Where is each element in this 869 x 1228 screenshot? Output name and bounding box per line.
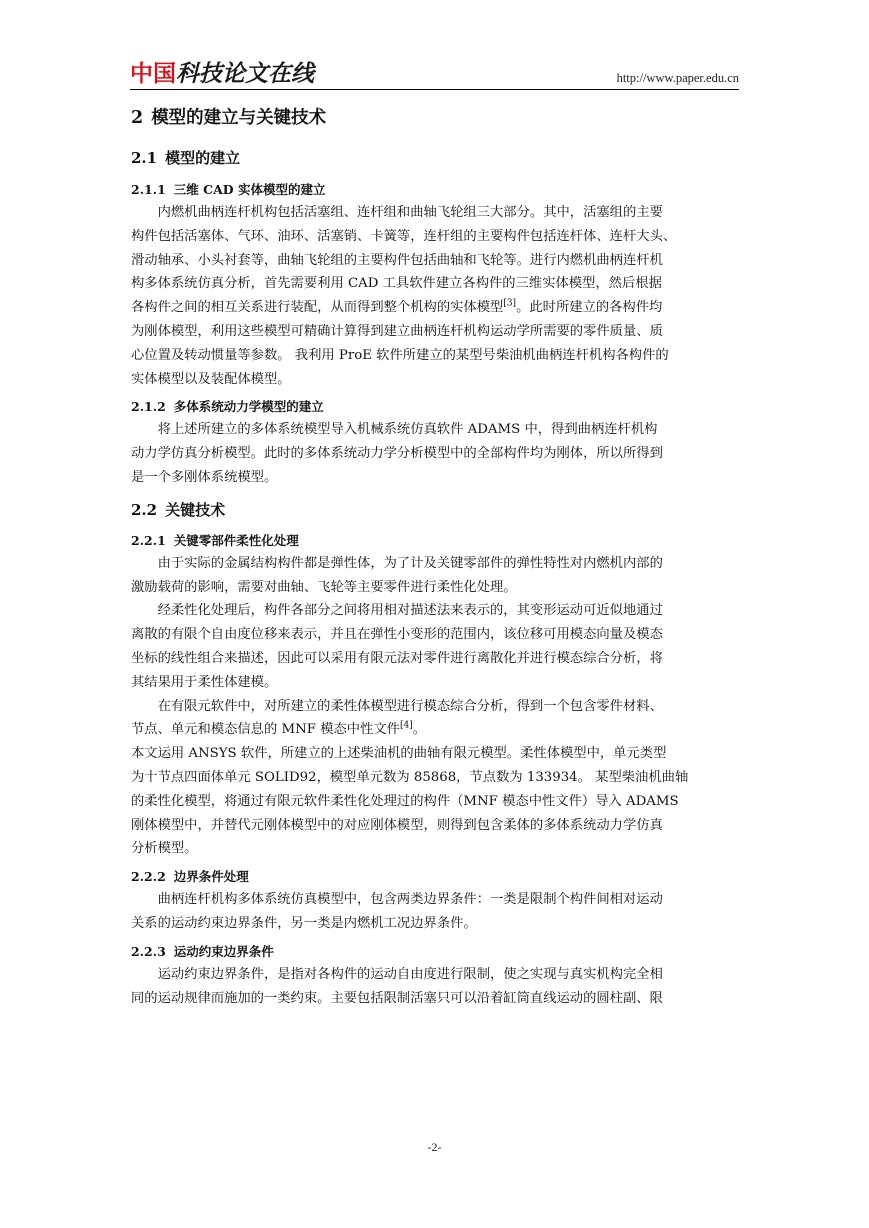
- subsection-number: 2.1: [131, 149, 158, 167]
- paragraph: [131, 695, 740, 743]
- subsubsection-heading: [131, 396, 740, 418]
- paragraph: 曲柄连杆机构多体系统仿真模型中，包含两类边界条件：一类是限制个构件间相对运动 关系的运动约束边界条件，另一类是内燃机工况边界条件。: [131, 892, 663, 931]
- subsection-number: 2.2: [131, 500, 158, 519]
- page-header: [130, 60, 739, 90]
- subsubsection-title: 边界条件处理: [173, 869, 249, 885]
- citation-ref: [4]: [399, 720, 413, 731]
- section-title: 模型的建立与关键技术: [151, 108, 327, 128]
- section-number: 2: [131, 108, 144, 128]
- paragraph: 运动约束边界条件，是指对各构件的运动自由度进行限制，使之实现与真实机构完全相 同的运动规律而施加的一类约束。主要包括限制活塞只可以沿着缸筒直线运动的圆柱副、限: [131, 966, 663, 1006]
- subsubsection-title: 多体系统动力学模型的建立: [173, 399, 324, 415]
- header-url[interactable]: http://www.paper.edu.cn: [616, 71, 739, 85]
- body-content: [131, 103, 740, 1010]
- subsection-heading: [131, 146, 740, 170]
- subsubsection-title: 运动约束边界条件: [173, 943, 274, 959]
- header-rule: [130, 89, 739, 90]
- subsection-title: 关键技术: [165, 500, 226, 519]
- paragraph: 经柔性化处理后，构件各部分之间将用相对描述法来表示的，其变形运动可近似地通过 离散的有限个自由度位移来表示，并且在弹性小变形的范围内，该位移可用模态向量及模态 坐标的线性组合来描述，因此可以采用有限元法对零件进行离散化并进行模态综合分析，将 其结果用于柔性体建模。: [131, 603, 663, 690]
- subsubsection-heading: [131, 179, 740, 201]
- section-heading: [131, 103, 740, 133]
- subsubsection-heading: [131, 866, 740, 888]
- paragraph-text: 内燃机曲柄连杆机构包括活塞组、连杆组和曲轴飞轮组三大部分。其中，活塞组的主要 构件包括活塞体、气环、油环、活塞销、卡簧等，连杆组的主要构件包括连杆体、连杆大头、 滑动轴承、小头衬套等，曲轴飞轮组的主要构件包括曲轴和飞轮等。进行内燃机曲柄连杆机 构多体系统仿真分析，首先需要利用 CAD 工具软件建立各构件的三维实体模型，然后根据 各构件之间的相互关系进行装配，从而得到整个机构的实体模型: [131, 205, 677, 316]
- logo-black-text: 科技论文在线: [176, 61, 314, 87]
- paragraph-text: 。此时所建立的各构件均 为刚体模型，利用这些模型可精确计算得到建立曲柄连杆机构运动学所需要的零件质量、质 心位置及转动惯量等参数。 我利用 ProE 软件所建立的某型号柴油机曲柄连杆机构各构件的 实体模型以及装配体模型。: [131, 300, 669, 387]
- paragraph: 本文运用 ANSYS 软件，所建立的上述柴油机的曲轴有限元模型。柔性体模型中，单元类型 为十节点四面体单元 SOLID92，模型单元数为 85868，节点数为 133934。 某型柴油机曲轴 的柔性化模型，将通过有限元软件柔性化处理过的构件（MNF 模态中性文件）导入 ADAMS 刚体模型中，并替代元刚体模型中的对应刚体模型，则得到包含柔体的多体系统动力学仿真 分析模型。: [131, 746, 689, 857]
- subsubsection-number: 2.1.1: [131, 182, 166, 197]
- subsection-heading: [131, 498, 740, 522]
- subsubsection-number: 2.2.3: [131, 943, 166, 959]
- subsubsection-number: 2.2.1: [131, 532, 166, 548]
- subsubsection-number: 2.1.2: [131, 399, 166, 415]
- citation-ref: [3]: [503, 298, 517, 309]
- subsubsection-number: 2.2.2: [131, 869, 166, 885]
- paragraph-text: 在有限元软件中，对所建立的柔性体模型进行模态综合分析，得到一个包含零件材料、 节点、单元和模态信息的 MNF 模态中性文件: [131, 698, 663, 738]
- paragraph-text: 。: [412, 722, 427, 738]
- subsubsection-heading: [131, 941, 740, 963]
- paragraph: [131, 201, 740, 391]
- subsubsection-title: 三维 CAD 实体模型的建立: [173, 182, 326, 197]
- page-number: -2-: [427, 1140, 442, 1154]
- subsection-title: 模型的建立: [165, 149, 241, 167]
- journal-logo: [130, 60, 314, 88]
- subsubsection-title: 关键零部件柔性化处理: [173, 532, 299, 548]
- logo-red-text: 中国: [130, 61, 176, 87]
- paragraph: 将上述所建立的多体系统模型导入机械系统仿真软件 ADAMS 中，得到曲柄连杆机构 动力学仿真分析模型。此时的多体系统动力学分析模型中的全部构件均为刚体，所以所得到 是一个多刚体系统模型。: [131, 422, 663, 485]
- paragraph: 由于实际的金属结构构件都是弹性体，为了计及关键零部件的弹性特性对内燃机内部的 激励载荷的影响，需要对曲轴、飞轮等主要零件进行柔性化处理。: [131, 555, 663, 595]
- subsubsection-heading: [131, 530, 740, 552]
